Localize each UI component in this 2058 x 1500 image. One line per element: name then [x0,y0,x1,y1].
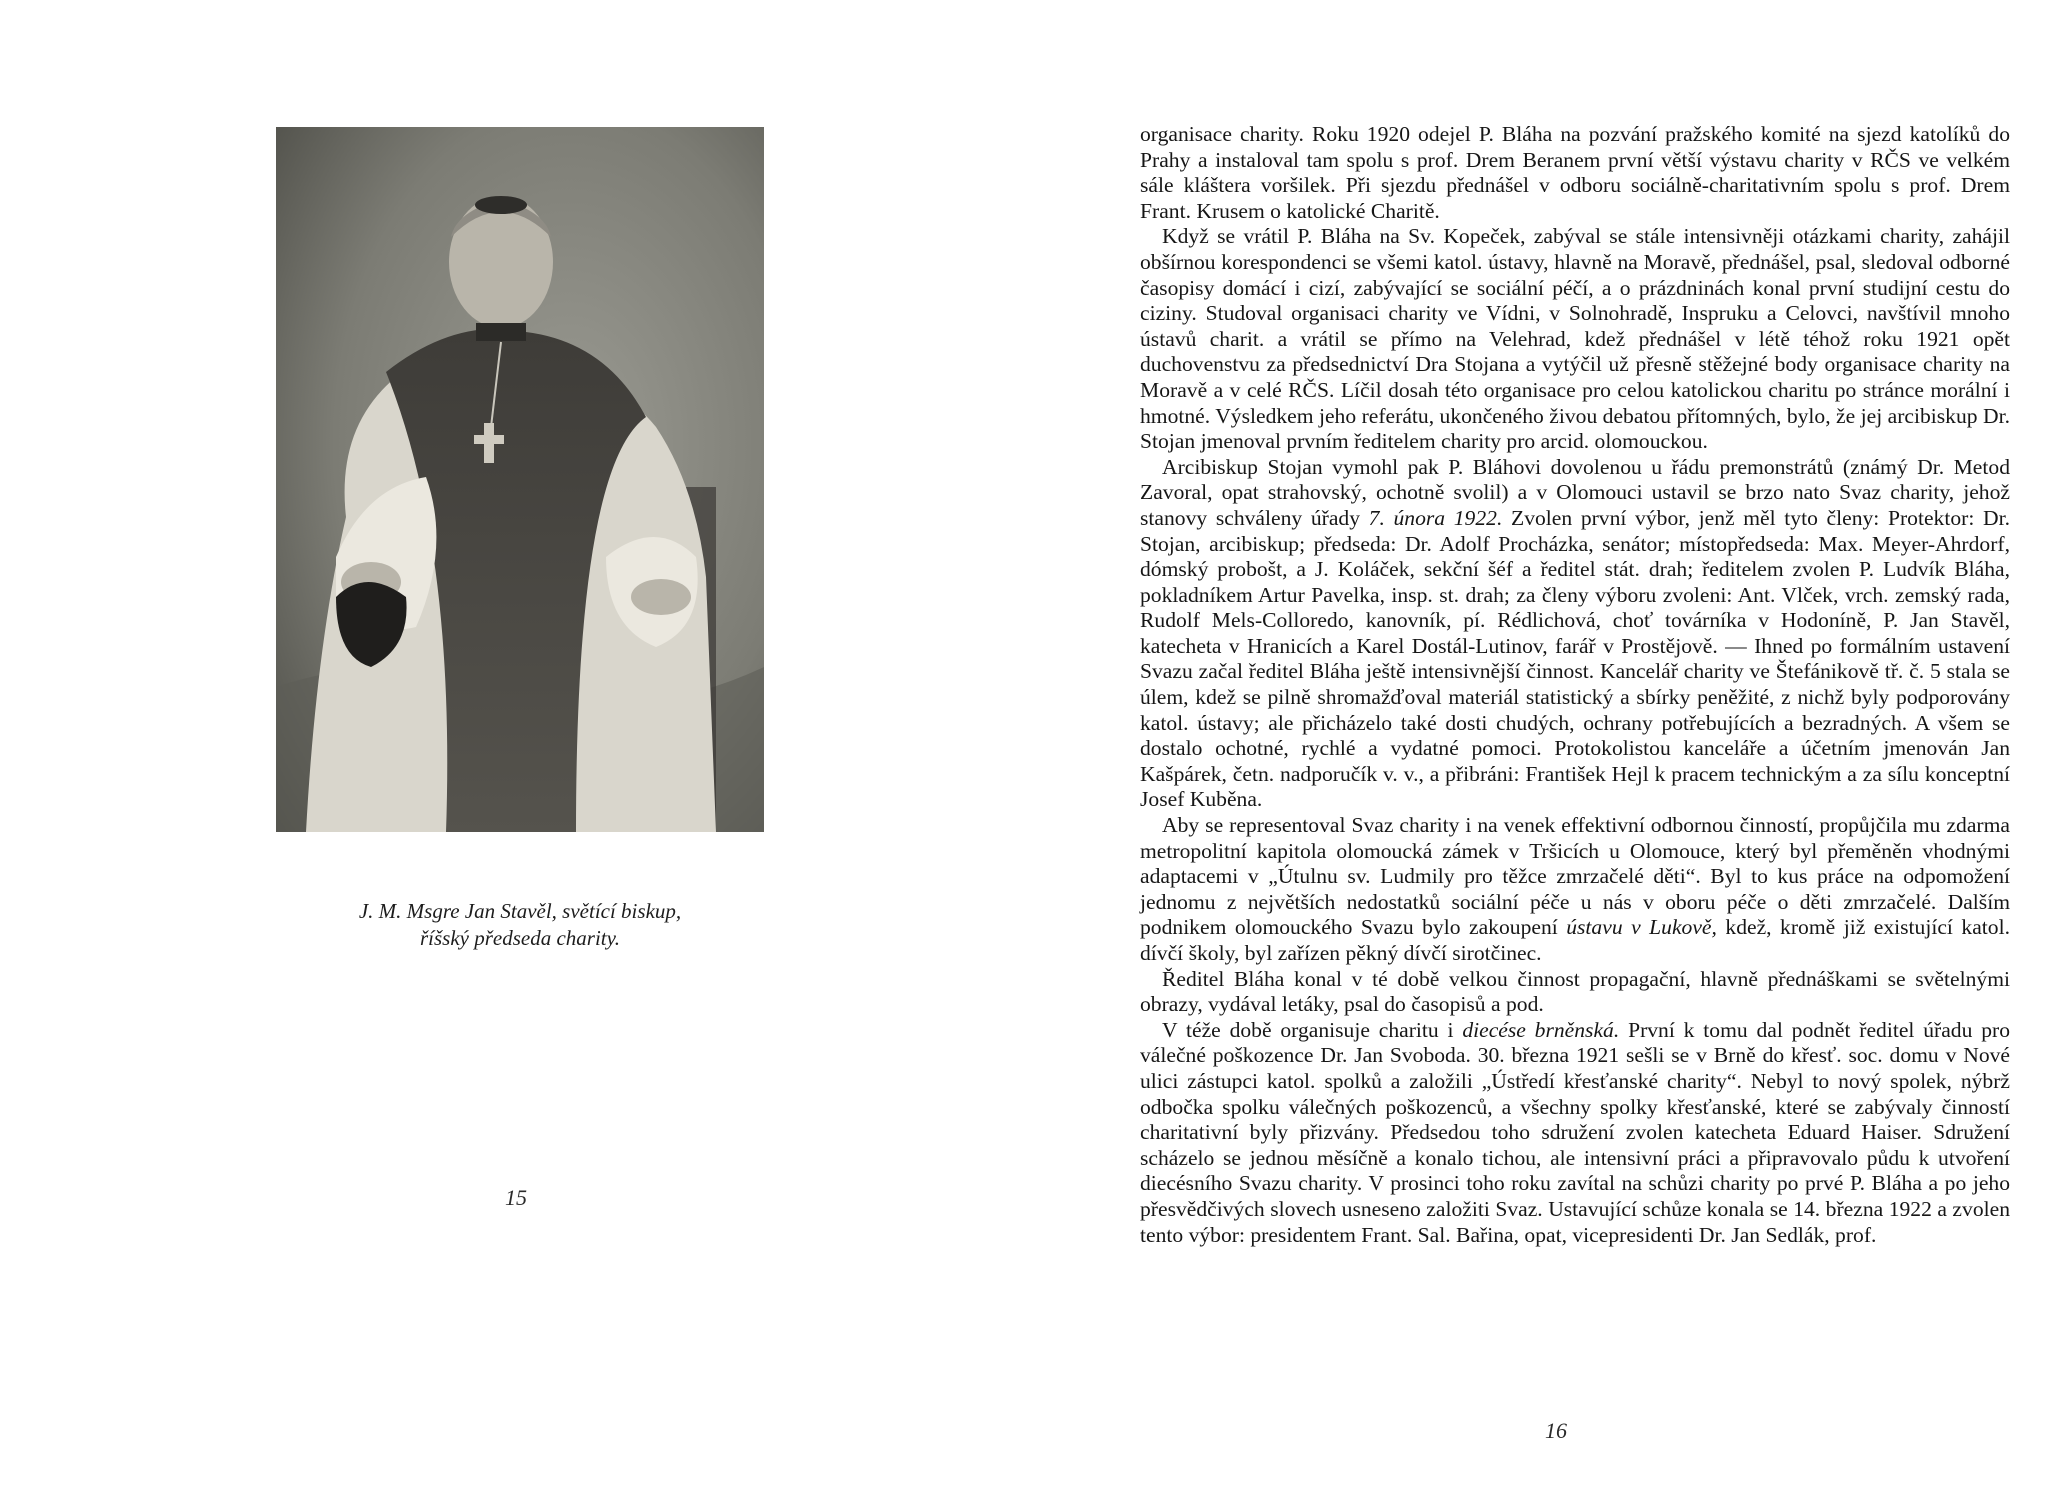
paragraph-text: Zvolen první výbor, jenž měl tyto členy: Protektor: Dr. Stojan, arcibiskup; předseda: Dr. Adolf Procházka, senátor; místopředseda: Max. Meyer-Ahrdorf, dómský probošt, a J. Koláček, sekční šéf a ředitel stát. drah; ředitelem zvolen P. Ludvík Bláha, pokladníkem Artur Pavelka, insp. st. drah; za členy výboru zvoleni: Ant. Vlček, vrch. zemský rada, Rudolf Mels-Colloredo, kanovník, pí. Rédlichová, choť továrníka v Hodoníně, P. Jan Stavěl, katecheta v Hranicích a Karel Dostál-Lutinov, farář v Prostějově. — Ihned po formálním ustavení Svazu začal ředitel Bláha ještě intensivnější činnost. Kancelář charity ve Štefánikově tř. č. 5 stala se úlem, kdež se pilně shromažďoval materiál statistický a sbírky peněžité, z nichž byly podporovány katol. ústavy; ale přicházelo také dosti chudých, ochrany potřebujících a bezradných. A všem se dostalo ochotné, rychlé a vydatné pomoci. Protokolistou kanceláře a účetním jmenován Jan Kašpárek, četn. nadporučík v. v., a přibráni: František Hejl k pracem technickým a za sílu konceptní Josef Kuběna. [1140,505,2010,812]
paragraph-text: kdež, kromě již existující katol. dívčí školy, byl zařízen pěkný dívčí sirotčinec. [1140,915,2010,965]
italic-place: ústavu v Lukově, [1566,915,1717,940]
right-page [1029,0,2058,1500]
photo-caption [276,898,764,952]
paragraph [1140,813,2010,967]
paragraph-text: organisace charity. Roku 1920 odejel P. Bláha na pozvání pražského komité na sjezd katolíků do Prahy a instaloval tam spolu s prof. Drem Beranem první větší výstavu charity v RČS ve velkém sále kláštera voršilek. Při sjezdu přednášel v odboru sociálně-charitativním spolu s prof. Drem Frant. Krusem o katolické Charitě. [1140,122,2010,223]
caption-line-2: říšský předseda charity. [419,926,621,950]
paragraph [1140,1018,2010,1248]
paragraph-text: Když se vrátil P. Bláha na Sv. Kopeček, zabýval se stále intensivněji otázkami charity, zahájil obšírnou korespondenci se všemi katol. ústavy, hlavně na Moravě, přednášel, psal, sledoval odborné časopisy domácí i cizí, zabývající se sociální péčí, a o prázdninách konal první studijní cestu do ciziny. Studoval organisaci charity ve Vídni, v Solnohradě, Inspruku a Celovci, navštívil mnoho ústavů charit. a vrátil se přímo na Velehrad, kdež přednášel v létě téhož roku 1921 opět duchovenstvu za předsednictví Dra Stojana a vytýčil už přesně stěžejné body organisace charity na Moravě a v celé RČS. Líčil dosah této organisace pro celou katolickou charitu po stránce morální i hmotné. Výsledkem jeho referátu, ukončeného živou debatou přítomných, bylo, že jej arcibiskup Dr. Stojan jmenoval prvním ředitelem charity pro arcid. olomouckou. [1140,224,2010,454]
paragraph-text: Arcibiskup Stojan vymohl pak P. Bláhovi dovolenou u řádu premonstrátů (známý Dr. Metod Zavoral, opat strahovský, ochotně svolil) a v Olomouci ustavil se brzo nato Svaz charity, jehož stanovy schváleny úřady [1140,454,2010,530]
paragraph [1140,455,2010,813]
italic-date: 7. února 1922. [1368,505,1503,530]
page-number-right: 16 [1545,1418,1567,1443]
paragraph [1140,224,2010,454]
bishop-portrait-photo [276,127,764,832]
caption-line-1: J. M. Msgre Jan Stavěl, světící biskup, [358,899,682,923]
paragraph-text: První k tomu dal podnět ředitel úřadu pro válečné poškozence Dr. Jan Svoboda. 30. března 1921 sešli se v Brně do křesť. soc. domu v Nové ulici zástupci katol. spolků a založili „Ústředí křesťanské charity“. Nebyl to nový spolek, nýbrž odbočka spolku válečných poškozenců, a všechny spolky křesťanské, které se zabývaly činností charitativní byly přizvány. Předsedou toho sdružení zvolen katecheta Eduard Haiser. Sdružení scházelo se jednou měsíčně a konalo tichou, ale intensivní práci a připravovalo půdu k utvoření diecésního Svazu charity. V prosinci toho roku zavítal na schůzi charity po prvé P. Bláha a po jeho přesvědčivých slovech usneseno založiti Svaz. Ustavující schůze konala se 14. března 1922 a zvolen tento výbor: presidentem Frant. Sal. Bařina, opat, vicepresidenti Dr. Jan Sedlák, prof. [1140,1017,2010,1247]
paragraph [1140,122,2010,224]
page-number-left: 15 [505,1185,527,1210]
paragraph-text: Aby se representoval Svaz charity i na venek effektivní odbornou činností, propůjčila mu zdarma metropolitní kapitola olomoucká zámek v Tršicích u Olomouce, který byl přeměněn vhodnými adaptacemi v „Útulnu sv. Ludmily pro těžce zmrzačelé děti“. Byl to kus práce na odpomožení jednomu z největších nedostatků sociální péče u nás v oboru péče o děti zmrzačelé. Dalším podnikem olomouckého Svazu bylo zakoupení [1140,813,2010,940]
paragraph [1140,967,2010,1018]
body-text [1140,122,2010,1248]
paragraph-text: V téže době organisuje charitu i [1162,1017,1463,1042]
paragraph-text: Ředitel Bláha konal v té době velkou činnost propagační, hlavně přednáškami se světelnými obrazy, vydával letáky, psal do časopisů a pod. [1140,966,2010,1017]
italic-diocese: diecése brněnská. [1462,1017,1620,1042]
